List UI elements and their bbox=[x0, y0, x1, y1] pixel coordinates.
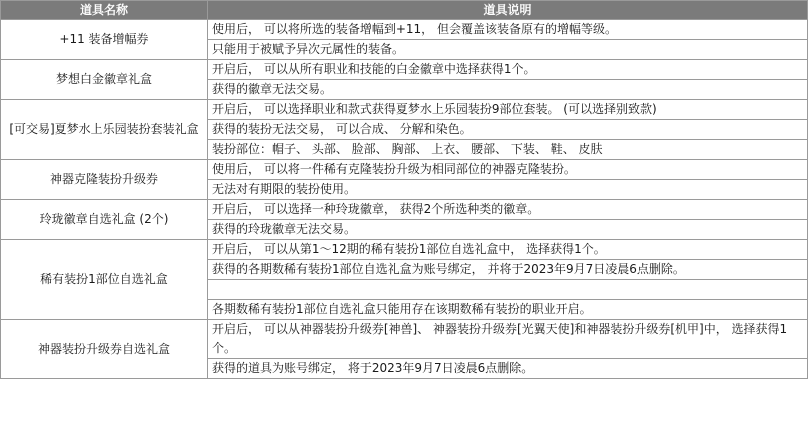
item-desc-line bbox=[208, 280, 808, 300]
item-name: 神器装扮升级券自选礼盒 bbox=[1, 320, 208, 379]
item-desc-line: 开启后， 可以选择职业和款式获得夏梦水上乐园装扮9部位套装。 (可以选择别致款) bbox=[208, 100, 808, 120]
item-desc-line: 获得的玲珑徽章无法交易。 bbox=[208, 220, 808, 240]
table-row bbox=[1, 60, 808, 80]
table-row bbox=[1, 100, 808, 120]
item-name: [可交易]夏梦水上乐园装扮套装礼盒 bbox=[1, 100, 208, 160]
item-desc-line: 开启后， 可以从所有职业和技能的白金徽章中选择获得1个。 bbox=[208, 60, 808, 80]
item-desc-line: 使用后， 可以将所选的装备增幅到+11， 但会覆盖该装备原有的增幅等级。 bbox=[208, 20, 808, 40]
header-item-desc: 道具说明 bbox=[208, 1, 808, 20]
table-row bbox=[1, 200, 808, 220]
item-desc-line: 只能用于被赋予异次元属性的装备。 bbox=[208, 40, 808, 60]
item-desc-line: 使用后， 可以将一件稀有克隆装扮升级为相同部位的神器克隆装扮。 bbox=[208, 160, 808, 180]
table-row bbox=[1, 240, 808, 260]
item-desc-line: 获得的徽章无法交易。 bbox=[208, 80, 808, 100]
header-row bbox=[1, 1, 808, 20]
item-desc-line: 开启后， 可以从第1～12期的稀有装扮1部位自选礼盒中， 选择获得1个。 bbox=[208, 240, 808, 260]
item-desc-line: 各期数稀有装扮1部位自选礼盒只能用存在该期数稀有装扮的职业开启。 bbox=[208, 300, 808, 320]
table-row bbox=[1, 160, 808, 180]
item-desc-line: 无法对有期限的装扮使用。 bbox=[208, 180, 808, 200]
table-row bbox=[1, 20, 808, 40]
item-name: 神器克隆装扮升级券 bbox=[1, 160, 208, 200]
item-name: 玲珑徽章自选礼盒 (2个) bbox=[1, 200, 208, 240]
item-desc-line: 获得的装扮无法交易， 可以合成、 分解和染色。 bbox=[208, 120, 808, 140]
item-desc-line: 获得的各期数稀有装扮1部位自选礼盒为账号绑定， 并将于2023年9月7日凌晨6点删除。 bbox=[208, 260, 808, 280]
item-desc-line: 开启后， 可以选择一种玲珑徽章， 获得2个所选种类的徽章。 bbox=[208, 200, 808, 220]
item-name: 稀有装扮1部位自选礼盒 bbox=[1, 240, 208, 320]
header-item-name: 道具名称 bbox=[1, 1, 208, 20]
item-desc-line: 装扮部位：帽子、 头部、 脸部、 胸部、 上衣、 腰部、 下装、 鞋、 皮肤 bbox=[208, 140, 808, 160]
table-row bbox=[1, 320, 808, 359]
item-name: 梦想白金徽章礼盒 bbox=[1, 60, 208, 100]
item-desc-line: 获得的道具为账号绑定， 将于2023年9月7日凌晨6点删除。 bbox=[208, 359, 808, 379]
item-desc-line: 开启后， 可以从神器装扮升级券[神兽]、 神器装扮升级券[光翼天使]和神器装扮升级券[机甲]中， 选择获得1个。 bbox=[208, 320, 808, 359]
item-name: +11 装备增幅券 bbox=[1, 20, 208, 60]
